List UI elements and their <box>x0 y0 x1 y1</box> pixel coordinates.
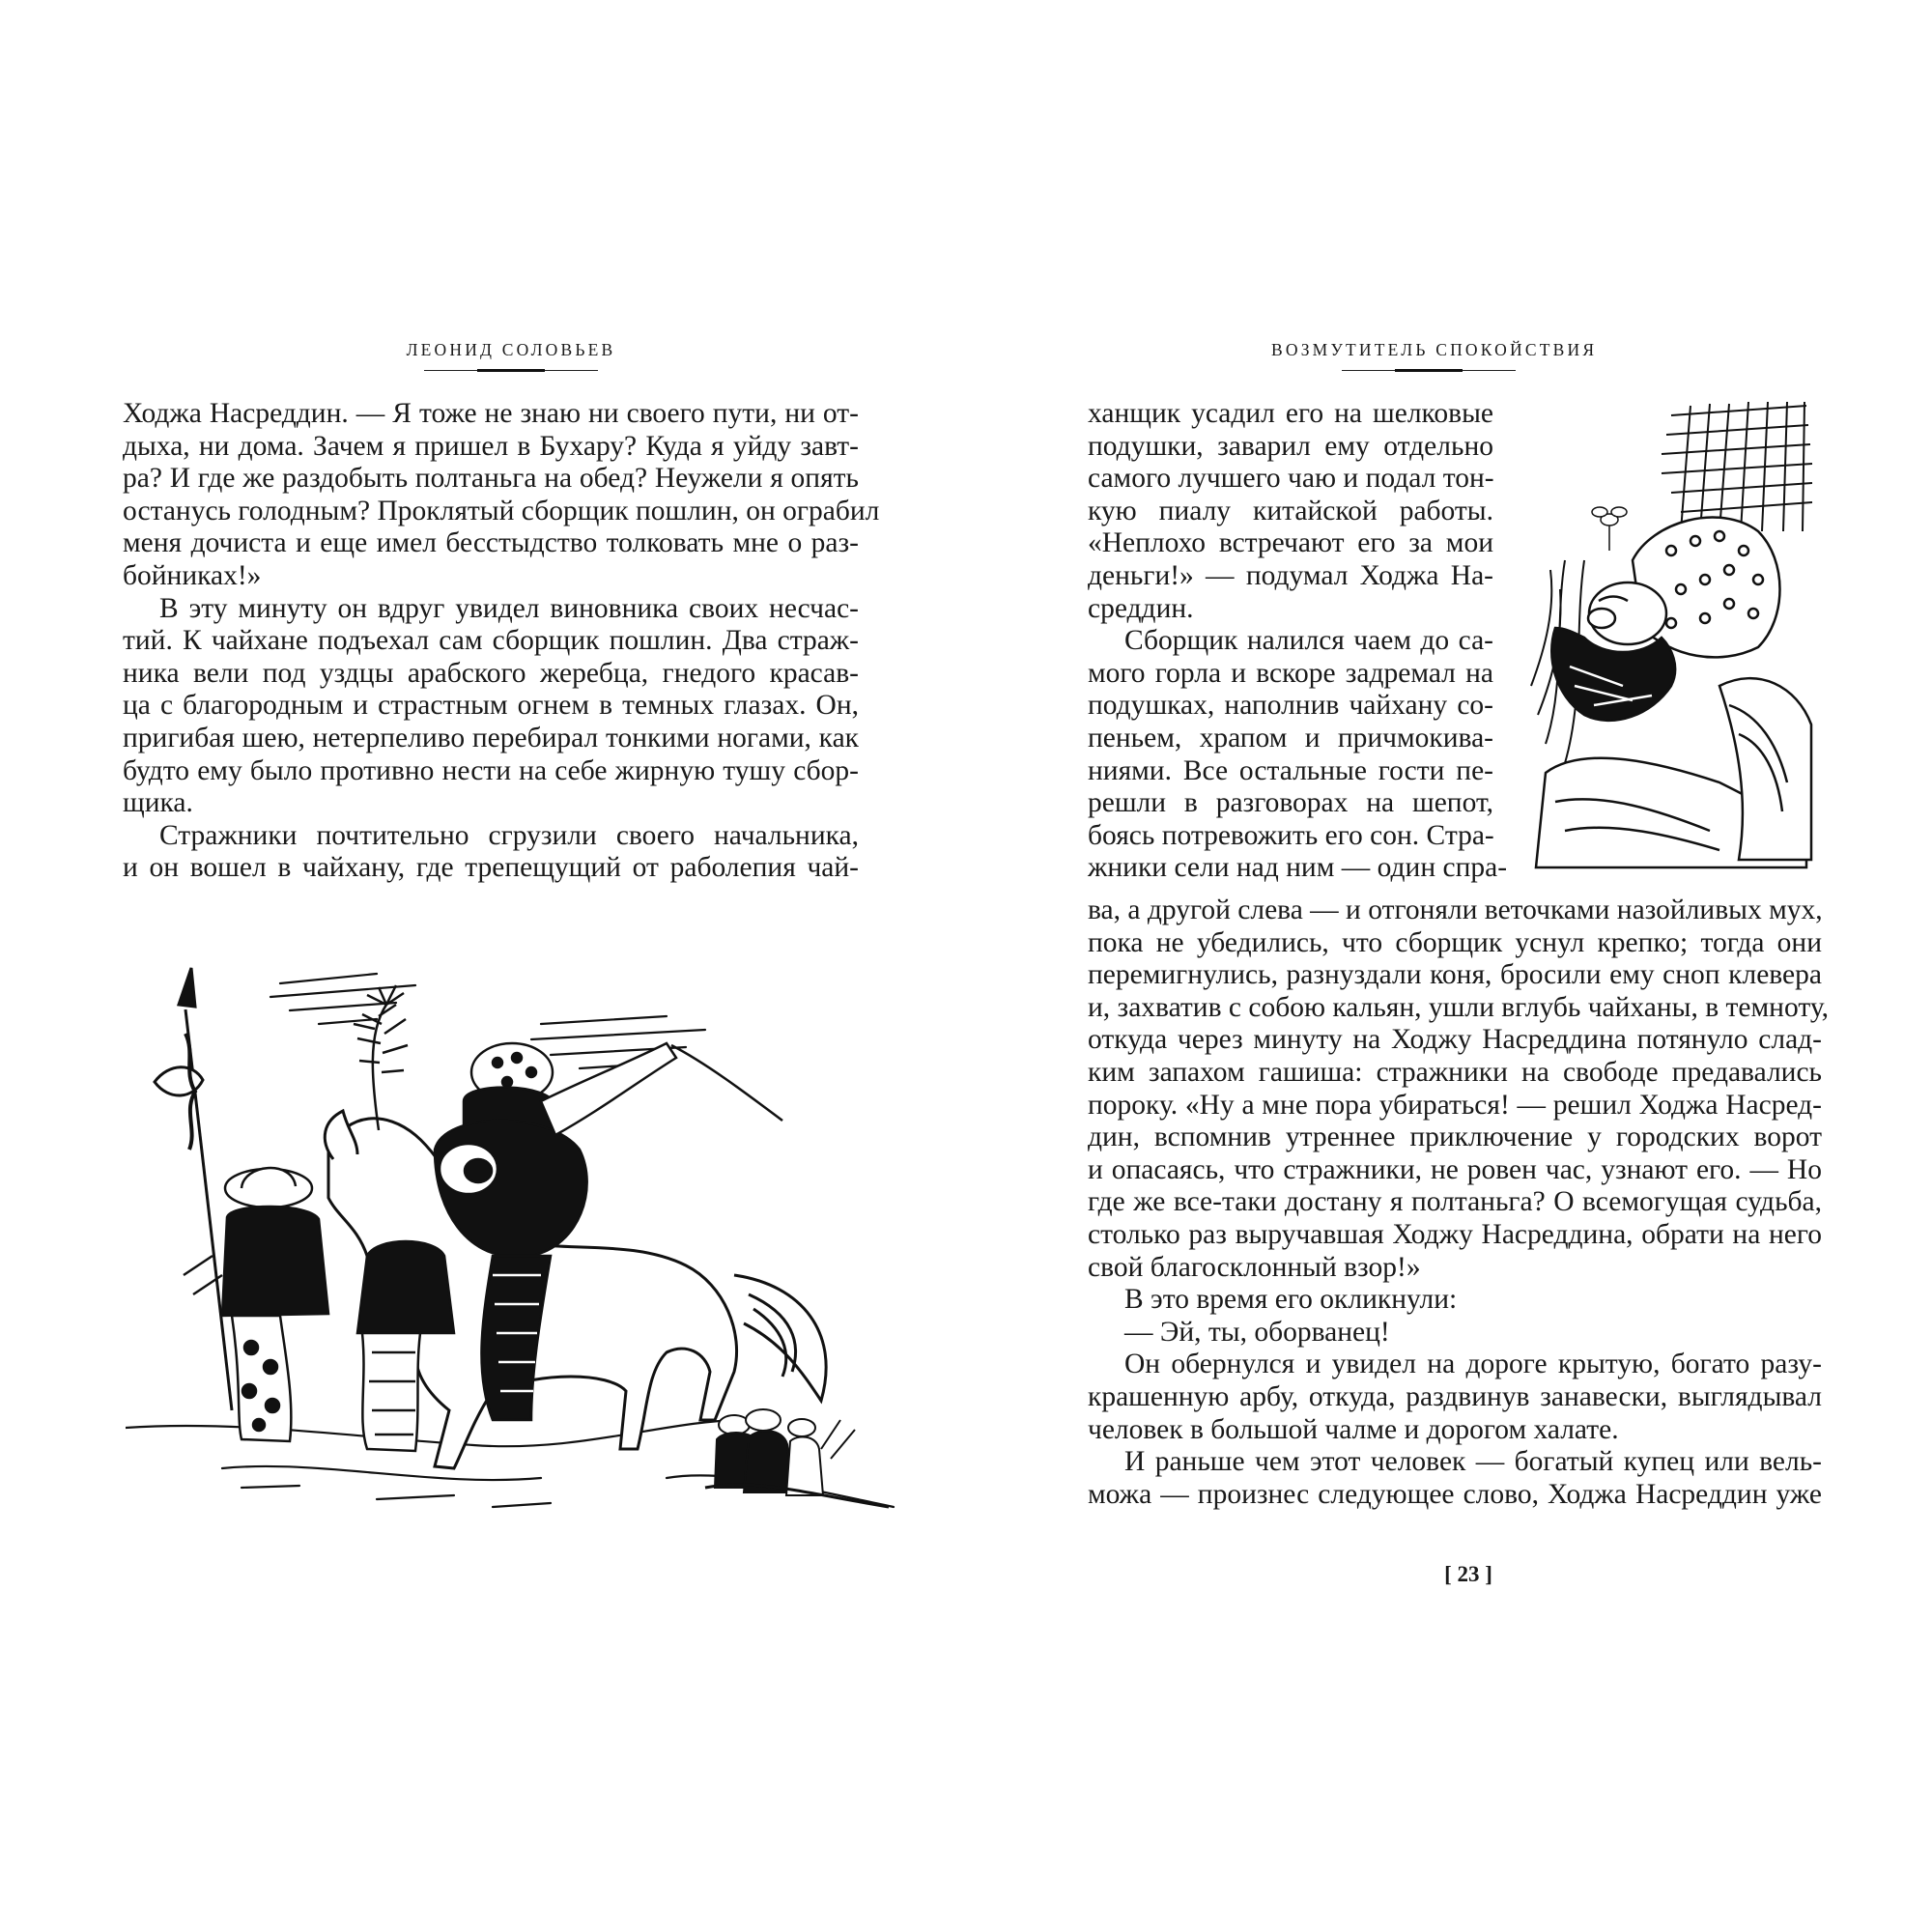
text-line: ниями. Все остальные гости пе- <box>1088 754 1493 786</box>
text-line: деньги!» — подумал Ходжа На- <box>1088 559 1493 591</box>
text-line: дин, вспомнив утреннее приключение у городских ворот <box>1088 1122 1822 1153</box>
text-line: столько раз выручавшая Ходжу Насреддина, обрати на него <box>1088 1218 1822 1250</box>
text-line: — Эй, ты, оборванец! <box>1124 1316 1390 1348</box>
text-line: человек в большой чалме и дорогом халате. <box>1088 1413 1619 1445</box>
text-line: будто ему было противно нести на себе жирную тушу сбор- <box>123 754 859 786</box>
text-line: И раньше чем этот человек — богатый купец или вель- <box>1124 1446 1822 1478</box>
text-line: Сборщик налился чаем до са- <box>1124 625 1493 657</box>
text-line: бойниках!» <box>123 559 262 591</box>
text-line: меня дочиста и еще имел бесстыдство толковать мне о раз- <box>123 527 859 559</box>
text-line: кую пиалу китайской работы. <box>1088 495 1493 526</box>
text-line: перемигнулись, разнуздали коня, бросили ему сноп клевера <box>1088 959 1822 991</box>
right-body-text-top <box>1088 398 1508 885</box>
right-body-text-bottom <box>1088 895 1829 1511</box>
running-head-author: ЛЕОНИД СОЛОВЬЕВ <box>406 340 616 359</box>
text-line: жники сели над ним — один спра- <box>1088 852 1508 884</box>
text-line: среддин. <box>1088 592 1194 624</box>
text-line: Ходжа Насреддин. — Я тоже не знаю ни своего пути, ни от- <box>123 398 859 429</box>
tax-collector-on-horse-illustration <box>126 966 918 1536</box>
text-line: щика. <box>123 787 193 819</box>
text-line: где же все-таки достану я полтаньга? О всемогущая судьба, <box>1088 1186 1822 1218</box>
running-head-title: ВОЗМУТИТЕЛЬ СПОКОЙСТВИЯ <box>1271 340 1598 359</box>
running-head-rule <box>424 370 598 371</box>
text-line: мого горла и вскоре задремал на <box>1088 657 1493 689</box>
text-line: В эту минуту он вдруг увидел виновника своих несчас- <box>159 592 859 624</box>
text-line: откуда через минуту на Ходжу Насреддина потянуло слад- <box>1088 1024 1822 1056</box>
text-line: крашенную арбу, откуда, раздвинув занавески, выглядывал <box>1088 1380 1822 1412</box>
text-line: ца с благородным и страстным огнем в темных глазах. Он, <box>123 690 859 722</box>
text-line: пригибая шею, нетерпеливо перебирал тонкими ногами, как <box>123 722 859 753</box>
text-line: пока не убедились, что сборщик уснул крепко; тогда они <box>1088 926 1822 958</box>
text-line: пеньем, храпом и причмокива- <box>1088 722 1493 753</box>
text-line: самого лучшего чаю и подал тон- <box>1088 463 1494 495</box>
text-line: «Неплохо встречают его за мои <box>1088 527 1493 559</box>
text-line: В это время его окликнули: <box>1124 1284 1458 1316</box>
text-line: ханщик усадил его на шелковые <box>1088 398 1493 429</box>
text-line: и опасаясь, что стражники, не ровен час, узнают его. — Но <box>1088 1153 1822 1185</box>
text-line: ра? И где же раздобыть полтаньга на обед? Неужели я опять <box>123 463 859 495</box>
left-body-text <box>123 398 880 885</box>
text-line: Он обернулся и увидел на дороге крытую, богато разу- <box>1124 1349 1822 1380</box>
text-line: можа — произнес следующее слово, Ходжа Насреддин уже <box>1088 1478 1822 1510</box>
text-line: останусь голодным? Проклятый сборщик пошлин, он ограбил <box>123 495 880 526</box>
text-line: тий. К чайхане подъехал сам сборщик пошлин. Два страж- <box>123 625 859 657</box>
text-line: ким запахом гашиша: стражники на свободе предавались <box>1088 1056 1822 1088</box>
text-line: Стражники почтительно сгрузили своего начальника, <box>159 819 859 851</box>
text-line: ва, а другой слева — и отгоняли веточками назойливых мух, <box>1088 895 1823 925</box>
left-running-head <box>365 340 657 371</box>
text-line: боясь потревожить его сон. Стра- <box>1088 819 1494 851</box>
sleeping-tax-collector-illustration <box>1526 396 1816 869</box>
running-head-rule <box>1342 370 1516 371</box>
page-number: [ 23 ] <box>1444 1562 1492 1586</box>
text-line: подушки, заварил ему отдельно <box>1088 430 1493 462</box>
text-line: и он вошел в чайхану, где трепещущий от раболепия чай- <box>123 852 859 884</box>
text-line: пороку. «Ну а мне пора убираться! — решил Ходжа Насред- <box>1088 1089 1822 1121</box>
text-line: решли в разговорах на шепот, <box>1088 787 1493 819</box>
text-line: подушках, наполнив чайхану со- <box>1088 690 1493 722</box>
text-line: свой благосклонный взор!» <box>1088 1251 1421 1283</box>
text-line: ника вели под уздцы арабского жеребца, гнедого красав- <box>123 657 859 689</box>
right-running-head <box>1271 340 1598 371</box>
right-page <box>966 0 1932 1932</box>
text-line: и, захватив с собою кальян, ушли вглубь чайханы, в темноту, <box>1088 991 1829 1023</box>
text-line: дыха, ни дома. Зачем я пришел в Бухару? Куда я уйду завт- <box>123 430 859 462</box>
